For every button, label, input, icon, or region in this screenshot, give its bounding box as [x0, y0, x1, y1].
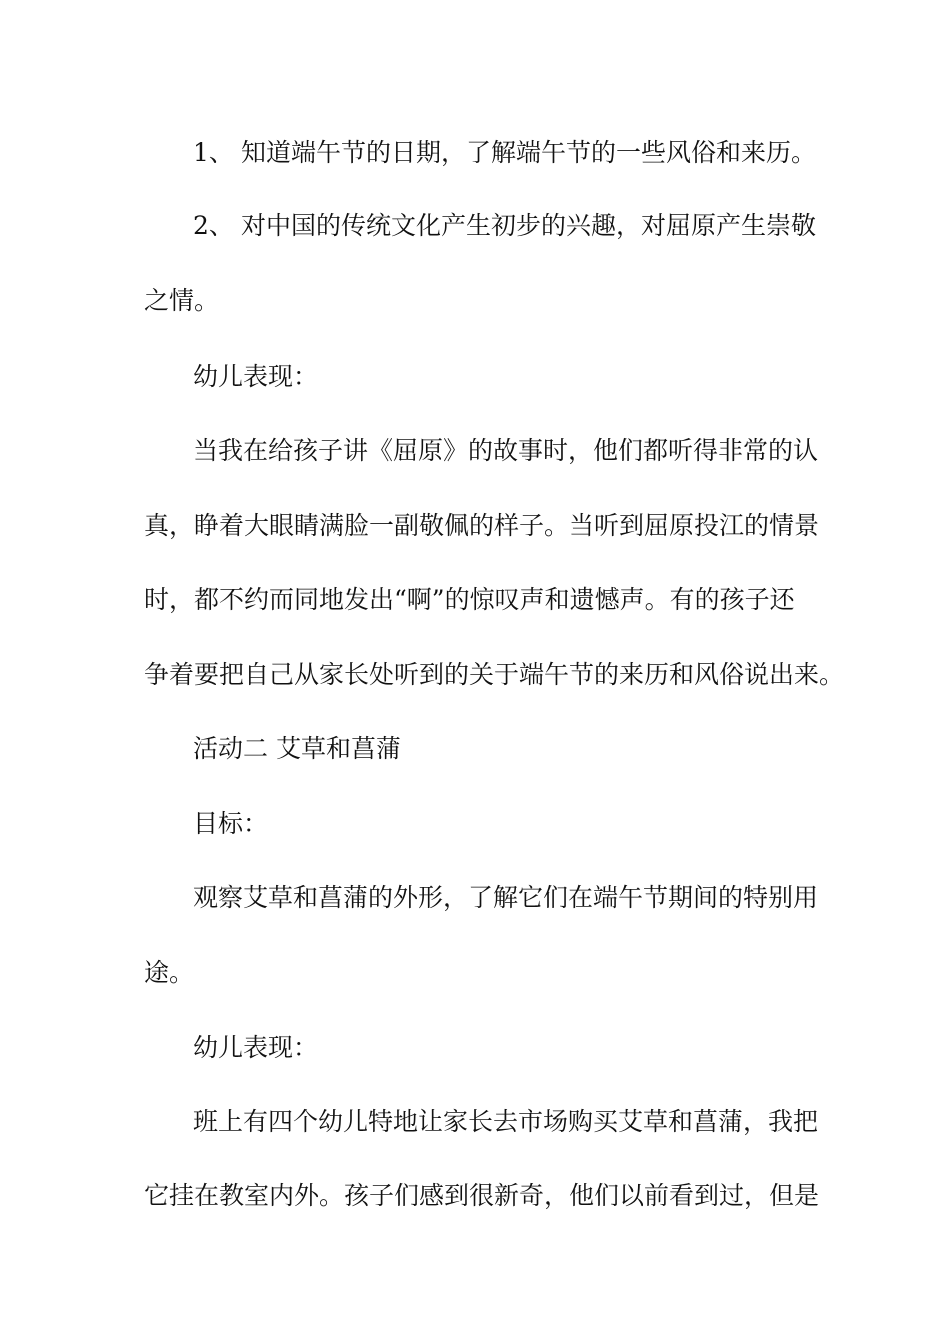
- section-heading: 幼儿表现：: [193, 1033, 319, 1062]
- paragraph-line: 争着要把自己从家长处听到的关于端午节的来历和风俗说出来。: [144, 660, 845, 689]
- goal-item-2: [193, 211, 816, 241]
- list-number: 1、: [193, 138, 234, 167]
- paragraph-text: 对中国的传统文化产生初步的兴趣，对屈原产生崇敬: [241, 211, 817, 240]
- paragraph-line: 真，睁着大眼睛满脸一副敬佩的样子。当听到屈原投江的情景: [144, 511, 820, 540]
- paragraph-line: 之情。: [144, 286, 220, 315]
- list-number: 2、: [193, 211, 234, 240]
- section-heading: 幼儿表现：: [193, 362, 319, 391]
- activity-title: 艾草和菖蒲: [276, 734, 402, 763]
- paragraph-text: 知道端午节的日期，了解端午节的一些风俗和来历。: [241, 138, 817, 167]
- paragraph-line: 班上有四个幼儿特地让家长去市场购买艾草和菖蒲，我把: [193, 1107, 819, 1136]
- paragraph-line: 时，都不约而同地发出“啊”的惊叹声和遗憾声。有的孩子还: [144, 585, 795, 614]
- paragraph-line: 途。: [144, 958, 195, 987]
- paragraph-line: 观察艾草和菖蒲的外形，了解它们在端午节期间的特别用: [193, 883, 819, 912]
- activity-label: 活动二: [193, 734, 269, 763]
- paragraph-line: 当我在给孩子讲《屈原》的故事时，他们都听得非常的认: [193, 436, 819, 465]
- paragraph-line: 它挂在教室内外。孩子们感到很新奇，他们以前看到过，但是: [144, 1181, 820, 1210]
- section-heading: 目标：: [193, 809, 269, 838]
- activity-heading: [193, 734, 401, 764]
- goal-item-1: [193, 138, 816, 168]
